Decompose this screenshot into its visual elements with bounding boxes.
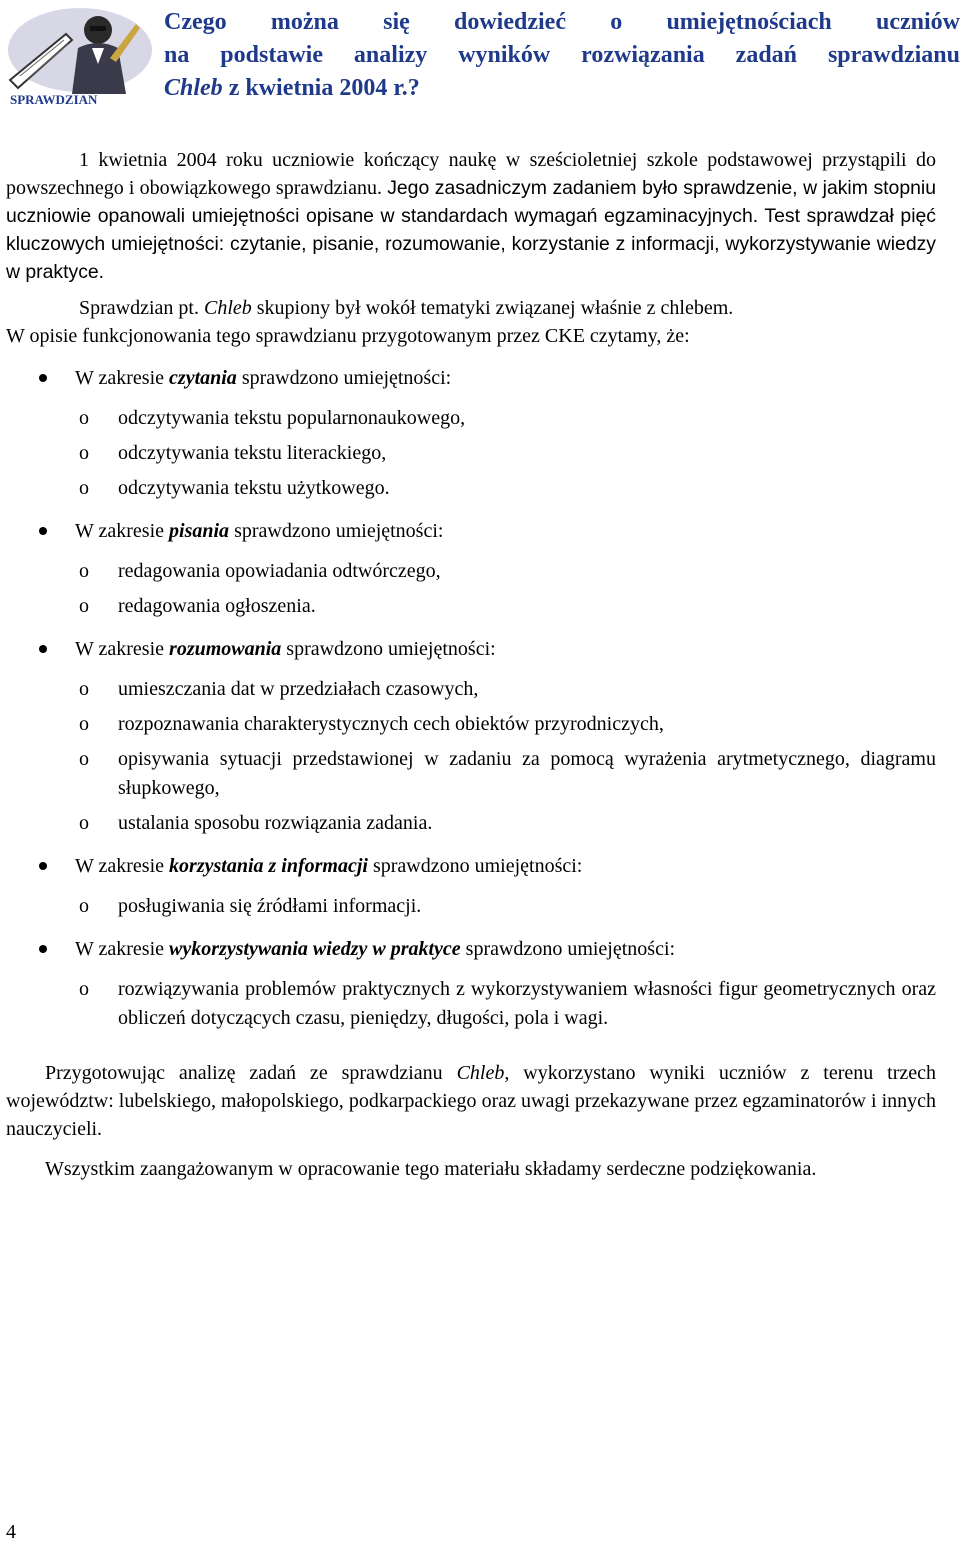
heading-prefix: W zakresie <box>75 638 170 660</box>
heading-prefix: W zakresie <box>75 938 170 960</box>
heading-emphasis: wykorzystywania wiedzy w praktyce <box>169 938 461 960</box>
skill-list <box>6 675 936 838</box>
list-item <box>6 592 936 621</box>
skill-list <box>6 892 936 921</box>
page-title <box>164 6 960 105</box>
list-item <box>6 675 936 704</box>
title-line <box>164 72 960 105</box>
heading-suffix: sprawdzono umiejętności: <box>281 638 496 660</box>
title-line: na podstawie analizy wyników rozwiązania zadań sprawdzianu <box>164 42 960 68</box>
theme-text-a: Sprawdzian pt. <box>79 297 204 319</box>
skill-section-wykorzystywanie-wiedzy <box>6 935 936 1033</box>
list-item-text: posługiwania się źródłami informacji. <box>118 895 422 917</box>
skill-section-korzystanie-z-informacji <box>6 852 936 921</box>
list-item-text: umieszczania dat w przedziałach czasowych, <box>118 678 479 700</box>
sub-bullet-icon: o <box>79 713 89 735</box>
sub-bullet-icon: o <box>79 812 89 834</box>
heading-emphasis: korzystania z informacji <box>169 855 368 877</box>
sub-bullet-icon: o <box>79 978 89 1000</box>
heading-suffix: sprawdzono umiejętności: <box>229 520 444 542</box>
closing-paragraph <box>6 1059 936 1143</box>
list-item-text: rozwiązywania problemów praktycznych z wykorzystywaniem własności figur geometrycznych oraz obliczeń dotyczących czasu, pieniędzy, długości, pola i wagi. <box>118 978 936 1029</box>
heading-emphasis: rozumowania <box>169 638 282 660</box>
sub-bullet-icon: o <box>79 560 89 582</box>
intro-paragraph <box>6 146 936 286</box>
theme-italic-chleb: Chleb <box>203 297 252 319</box>
intro-text-a: 1 kwietnia 2004 roku uczniowie kończący naukę w sześcioletniej szkole podstawowej przystąpili do powszechnego i obowiązkowego sprawdzianu. <box>6 149 936 199</box>
heading-prefix: W zakresie <box>75 367 170 389</box>
list-item <box>6 710 936 739</box>
title-italic-chleb: Chleb <box>164 75 223 101</box>
skill-list <box>6 975 936 1033</box>
heading-suffix: sprawdzono umiejętności: <box>236 367 452 389</box>
sub-bullet-icon: o <box>79 678 89 700</box>
list-item-text: odczytywania tekstu popularnonaukowego, <box>118 407 466 429</box>
closing-text-b: , wykorzystano wyniki uczniów z terenu trzech województw: lubelskiego, małopolskiego, podkarpackiego oraz uwagi przekazywane przez egzaminatorów i innych nauczycieli. <box>6 1062 936 1140</box>
list-item-text: ustalania sposobu rozwiązania zadania. <box>118 812 433 834</box>
page-number: 4 <box>6 1521 16 1543</box>
bullet-dot-icon <box>39 527 47 535</box>
heading-suffix: sprawdzono umiejętności: <box>460 938 676 960</box>
list-item <box>6 809 936 838</box>
bullet-dot-icon <box>39 945 47 953</box>
list-item <box>6 404 936 433</box>
list-item <box>6 975 936 1033</box>
skill-section-czytanie <box>6 364 936 503</box>
thanks-paragraph: Wszystkim zaangażowanym w opracowanie tego materiału składamy serdeczne podziękowania. <box>45 1158 817 1180</box>
closing-text-a: Przygotowując analizę zadań ze sprawdzianu <box>45 1062 457 1084</box>
section-heading <box>6 935 936 963</box>
list-item <box>6 439 936 468</box>
theme-paragraph <box>6 294 936 322</box>
skill-list <box>6 557 936 621</box>
bullet-dot-icon <box>39 862 47 870</box>
document-body <box>6 146 936 1183</box>
heading-emphasis: pisania <box>169 520 230 542</box>
title-line: Czego można się dowiedzieć o umiejętnościach uczniów <box>164 9 960 35</box>
logo-illustration <box>6 4 154 108</box>
section-heading <box>6 635 936 663</box>
bullet-dot-icon <box>39 374 47 382</box>
skill-list <box>6 404 936 503</box>
intro-text-sans: Jego zasadniczym zadaniem było sprawdzenie, w jakim stopniu uczniowie opanowali umiejętności opisane w standardach wymagań egzaminacyjnych. <box>6 177 936 227</box>
skill-section-pisanie <box>6 517 936 621</box>
heading-suffix: sprawdzono umiejętności: <box>367 855 583 877</box>
sub-bullet-icon: o <box>79 748 89 770</box>
skill-section-rozumowanie <box>6 635 936 838</box>
bullet-dot-icon <box>39 645 47 653</box>
list-item-text: odczytywania tekstu użytkowego. <box>118 477 390 499</box>
closing-section <box>6 1059 936 1183</box>
list-item <box>6 474 936 503</box>
list-item-text: redagowania ogłoszenia. <box>118 595 316 617</box>
list-item <box>6 557 936 586</box>
section-heading <box>6 852 936 880</box>
cke-paragraph: W opisie funkcjonowania tego sprawdzianu przygotowanym przez CKE czytamy, że: <box>6 325 690 347</box>
theme-text-b: skupiony był wokół tematyki związanej właśnie z chlebem. <box>251 297 734 319</box>
list-item <box>6 892 936 921</box>
heading-prefix: W zakresie <box>75 855 170 877</box>
title-line3-rest: z kwietnia 2004 r.? <box>222 75 420 101</box>
sub-bullet-icon: o <box>79 442 89 464</box>
sub-bullet-icon: o <box>79 595 89 617</box>
list-item-text: odczytywania tekstu literackiego, <box>118 442 387 464</box>
closing-italic-chleb: Chleb <box>456 1062 505 1084</box>
sub-bullet-icon: o <box>79 895 89 917</box>
heading-prefix: W zakresie <box>75 520 170 542</box>
sub-bullet-icon: o <box>79 407 89 429</box>
list-item-text: opisywania sytuacji przedstawionej w zadaniu za pomocą wyrażenia arytmetycznego, diagramu słupkowego, <box>118 748 936 799</box>
list-item <box>6 745 936 803</box>
sprawdzian-logo <box>6 4 154 108</box>
section-heading <box>6 517 936 545</box>
logo-text: SPRAWDZIAN <box>10 92 98 107</box>
section-heading <box>6 364 936 392</box>
intro-text-b: Test sprawdzał pięć kluczowych umiejętności: czytanie, pisanie, rozumowanie, korzystanie z informacji, wykorzystywanie wiedzy w praktyce. <box>6 205 936 283</box>
list-item-text: rozpoznawania charakterystycznych cech obiektów przyrodniczych, <box>118 713 664 735</box>
list-item-text: redagowania opowiadania odtwórczego, <box>118 560 441 582</box>
sub-bullet-icon: o <box>79 477 89 499</box>
heading-emphasis: czytania <box>169 367 237 389</box>
